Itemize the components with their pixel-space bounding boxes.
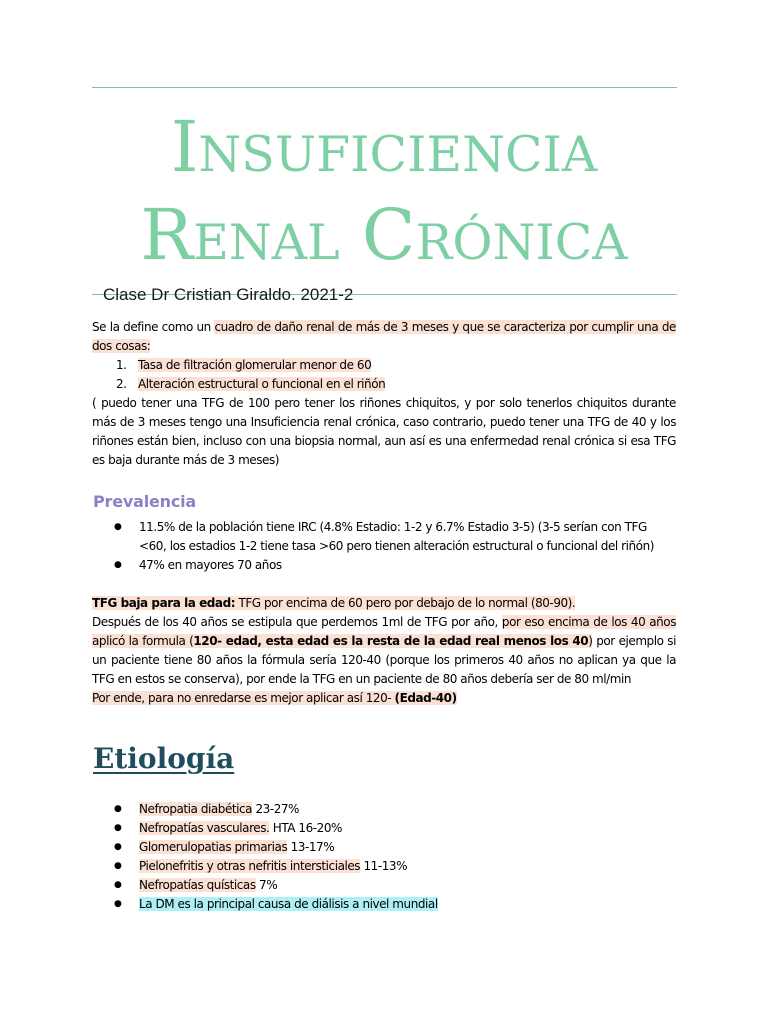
prevalencia-section: [92, 518, 676, 575]
cause-percentage: HTA 16-20%: [269, 821, 342, 835]
tfg-conclusion-text: Por ende, para no enredarse es mejor aplicar así 120-: [92, 691, 395, 705]
tfg-explanation-text: Después de los 40 años se estipula que perdemos 1ml de TFG por año,: [92, 615, 502, 629]
etiologia-list: [92, 800, 676, 914]
prevalencia-list: [92, 518, 676, 575]
intro-highlight: cuadro de daño renal de más de 3 meses y que se caracteriza por cumplir una de dos cosas:: [92, 320, 676, 353]
cause-percentage: 11-13%: [360, 859, 408, 873]
cause-name: Glomerulopatias primarias: [139, 840, 288, 854]
tfg-formula-end: ): [588, 634, 593, 648]
list-item: [92, 819, 676, 838]
key-fact: La DM es la principal causa de diálisis a nivel mundial: [139, 897, 438, 911]
tfg-conclusion: [92, 689, 676, 708]
top-rule: [92, 87, 677, 88]
tfg-explanation: [92, 613, 676, 689]
intro-paragraph: [92, 318, 676, 356]
page-title-line-2: Renal Crónica: [140, 194, 628, 276]
cause-percentage: 7%: [255, 878, 278, 892]
list-item-text: Tasa de filtración glomerular menor de 60: [138, 358, 372, 372]
tfg-section: [92, 594, 676, 708]
cause-percentage: 13-17%: [287, 840, 335, 854]
tfg-formula-intro: por eso encima de los 40 años aplicó la formula (: [92, 615, 677, 648]
cause-name: Pielonefritis y otras nefritis intersticiales: [139, 859, 361, 873]
criteria-list: [92, 356, 676, 394]
list-number: 1.: [116, 358, 127, 372]
intro-prefix: Se la define como un: [92, 320, 215, 334]
list-item: [92, 876, 676, 895]
cause-name: Nefropatías vasculares.: [139, 821, 270, 835]
list-item: [92, 375, 676, 394]
list-number: 2.: [116, 377, 127, 391]
list-item: ● 47% en mayores 70 años: [92, 556, 676, 575]
tfg-example: por ejemplo si un paciente tiene 80 años la fórmula sería 120-40 (porque los primeros 40 años no aplican ya que la TFG en estos se conserva), por ende la TFG en un paciente de 80 años debería ser de 80 ml/min: [92, 634, 676, 686]
cause-percentage: 23-27%: [252, 802, 300, 816]
list-item: [92, 895, 676, 914]
list-item-text: Alteración estructural o funcional en el riñón: [138, 377, 386, 391]
page-title-line-1: Insuficiencia: [170, 106, 598, 188]
tfg-definition-text: TFG por encima de 60 pero por debajo de lo normal (80-90).: [235, 596, 576, 610]
tfg-label: TFG baja para la edad:: [92, 596, 236, 610]
section-heading-etiologia: Etiología: [93, 742, 235, 775]
tfg-conclusion-formula: (Edad-40): [394, 691, 457, 705]
intro-note: ( puedo tener una TFG de 100 pero tener los riñones chiquitos, y por solo tenerlos chiquitos durante más de 3 meses tengo una Insuficiencia renal crónica, caso contrario, puedo tener una TFG de 40 y los riñones están bien, incluso con una biopsia normal, aun así es una enfermedad renal crónica si esa TFG es baja durante más de 3 meses): [92, 396, 676, 467]
list-item: [92, 800, 676, 819]
list-item: [92, 356, 676, 375]
tfg-formula: 120- edad, esta edad es la resta de la edad real menos los 40: [193, 634, 589, 648]
list-item: [92, 857, 676, 876]
list-item: ● 11.5% de la población tiene IRC (4.8% Estadio: 1-2 y 6.7% Estadio 3-5) (3-5 serían con TFG <60, los estadios 1-2 tiene tasa >60 pero tienen alteración estructural o funcional del riñón): [92, 518, 676, 556]
etiologia-section: [92, 800, 676, 914]
section-heading-prevalencia: Prevalencia: [93, 492, 196, 511]
intro-section: [92, 318, 676, 470]
cause-name: Nefropatías quísticas: [139, 878, 256, 892]
cause-name: Nefropatia diabética: [139, 802, 253, 816]
page-subtitle: Clase Dr Cristian Giraldo. 2021-2: [103, 285, 354, 304]
tfg-definition: [92, 594, 676, 613]
list-item: [92, 838, 676, 857]
